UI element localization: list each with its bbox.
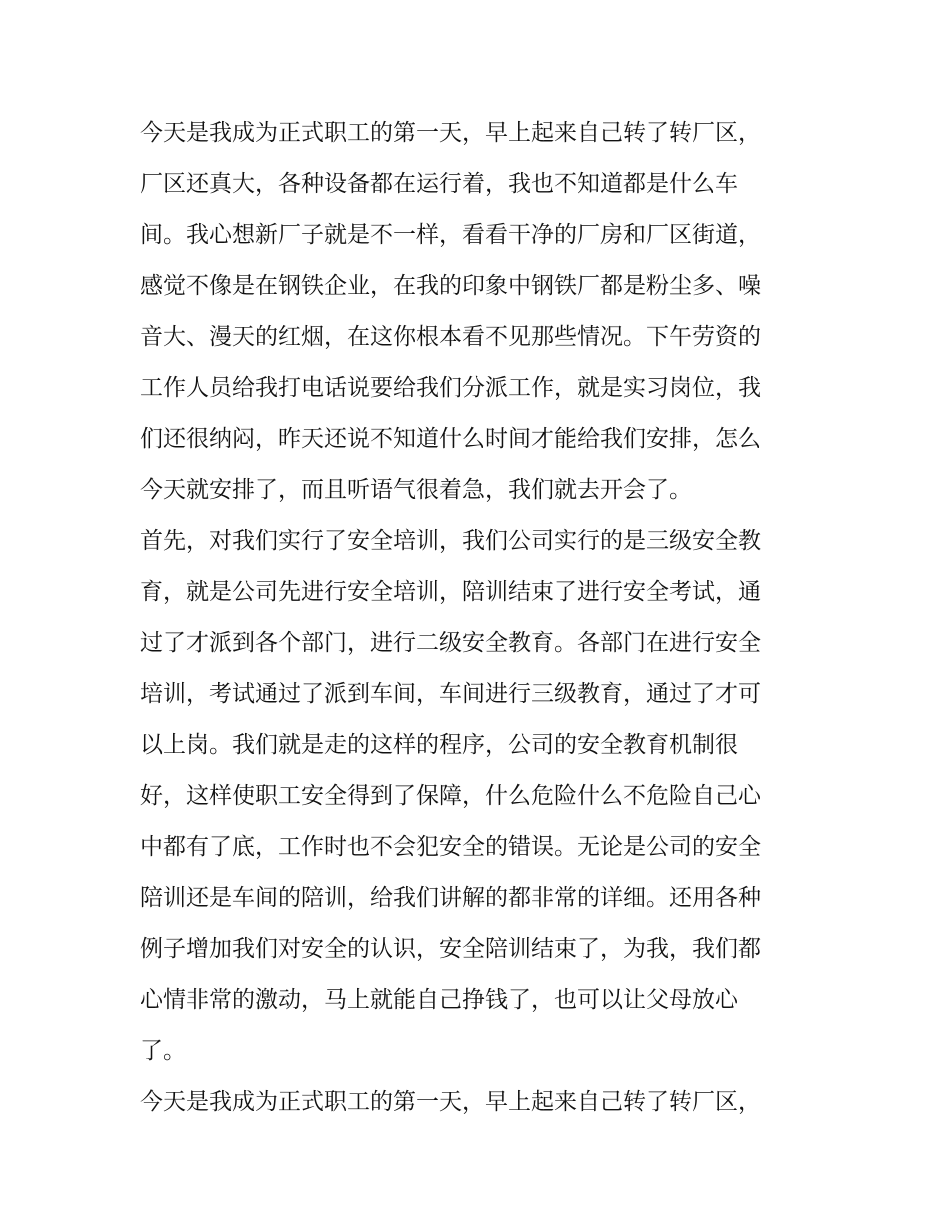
- text-line: 过了才派到各个部门，进行二级安全教育。各部门在进行安全: [140, 630, 761, 656]
- text-line: 感觉不像是在钢铁企业，在我的印象中钢铁厂都是粉尘多、噪: [140, 273, 761, 299]
- text-line: 以上岗。我们就是走的这样的程序，公司的安全教育机制很: [140, 732, 738, 758]
- text-line: 例子增加我们对安全的认识，安全陪训结束了，为我，我们都: [140, 936, 761, 962]
- text-line: 今天是我成为正式职工的第一天，早上起来自己转了转厂区，: [140, 1089, 761, 1115]
- text-line: 培训，考试通过了派到车间，车间进行三级教育，通过了才可: [140, 681, 761, 707]
- text-line: 厂区还真大，各种设备都在运行着，我也不知道都是什么车: [140, 171, 738, 197]
- text-line: 今天是我成为正式职工的第一天，早上起来自己转了转厂区，: [140, 120, 761, 146]
- text-line: 首先，对我们实行了安全培训，我们公司实行的是三级安全教: [140, 528, 761, 554]
- text-line: 间。我心想新厂子就是不一样，看看干净的厂房和厂区街道，: [140, 222, 761, 248]
- text-line: 工作人员给我打电话说要给我们分派工作，就是实习岗位，我: [140, 375, 761, 401]
- text-line: 音大、漫天的红烟，在这你根本看不见那些情况。下午劳资的: [140, 324, 761, 350]
- body-text: [140, 108, 830, 1128]
- text-line: 中都有了底，工作时也不会犯安全的错误。无论是公司的安全: [140, 834, 761, 860]
- text-line: 们还很纳闷，昨天还说不知道什么时间才能给我们安排，怎么: [140, 426, 761, 452]
- text-line: 育，就是公司先进行安全培训，陪训结束了进行安全考试，通: [140, 579, 761, 605]
- text-line: 今天就安排了，而且听语气很着急，我们就去开会了。: [140, 477, 692, 503]
- text-line: 心情非常的激动，马上就能自己挣钱了，也可以让父母放心: [140, 987, 738, 1013]
- text-line: 陪训还是车间的陪训，给我们讲解的都非常的详细。还用各种: [140, 885, 761, 911]
- text-line: 好，这样使职工安全得到了保障，什么危险什么不危险自己心: [140, 783, 761, 809]
- text-line: 了。: [140, 1038, 186, 1064]
